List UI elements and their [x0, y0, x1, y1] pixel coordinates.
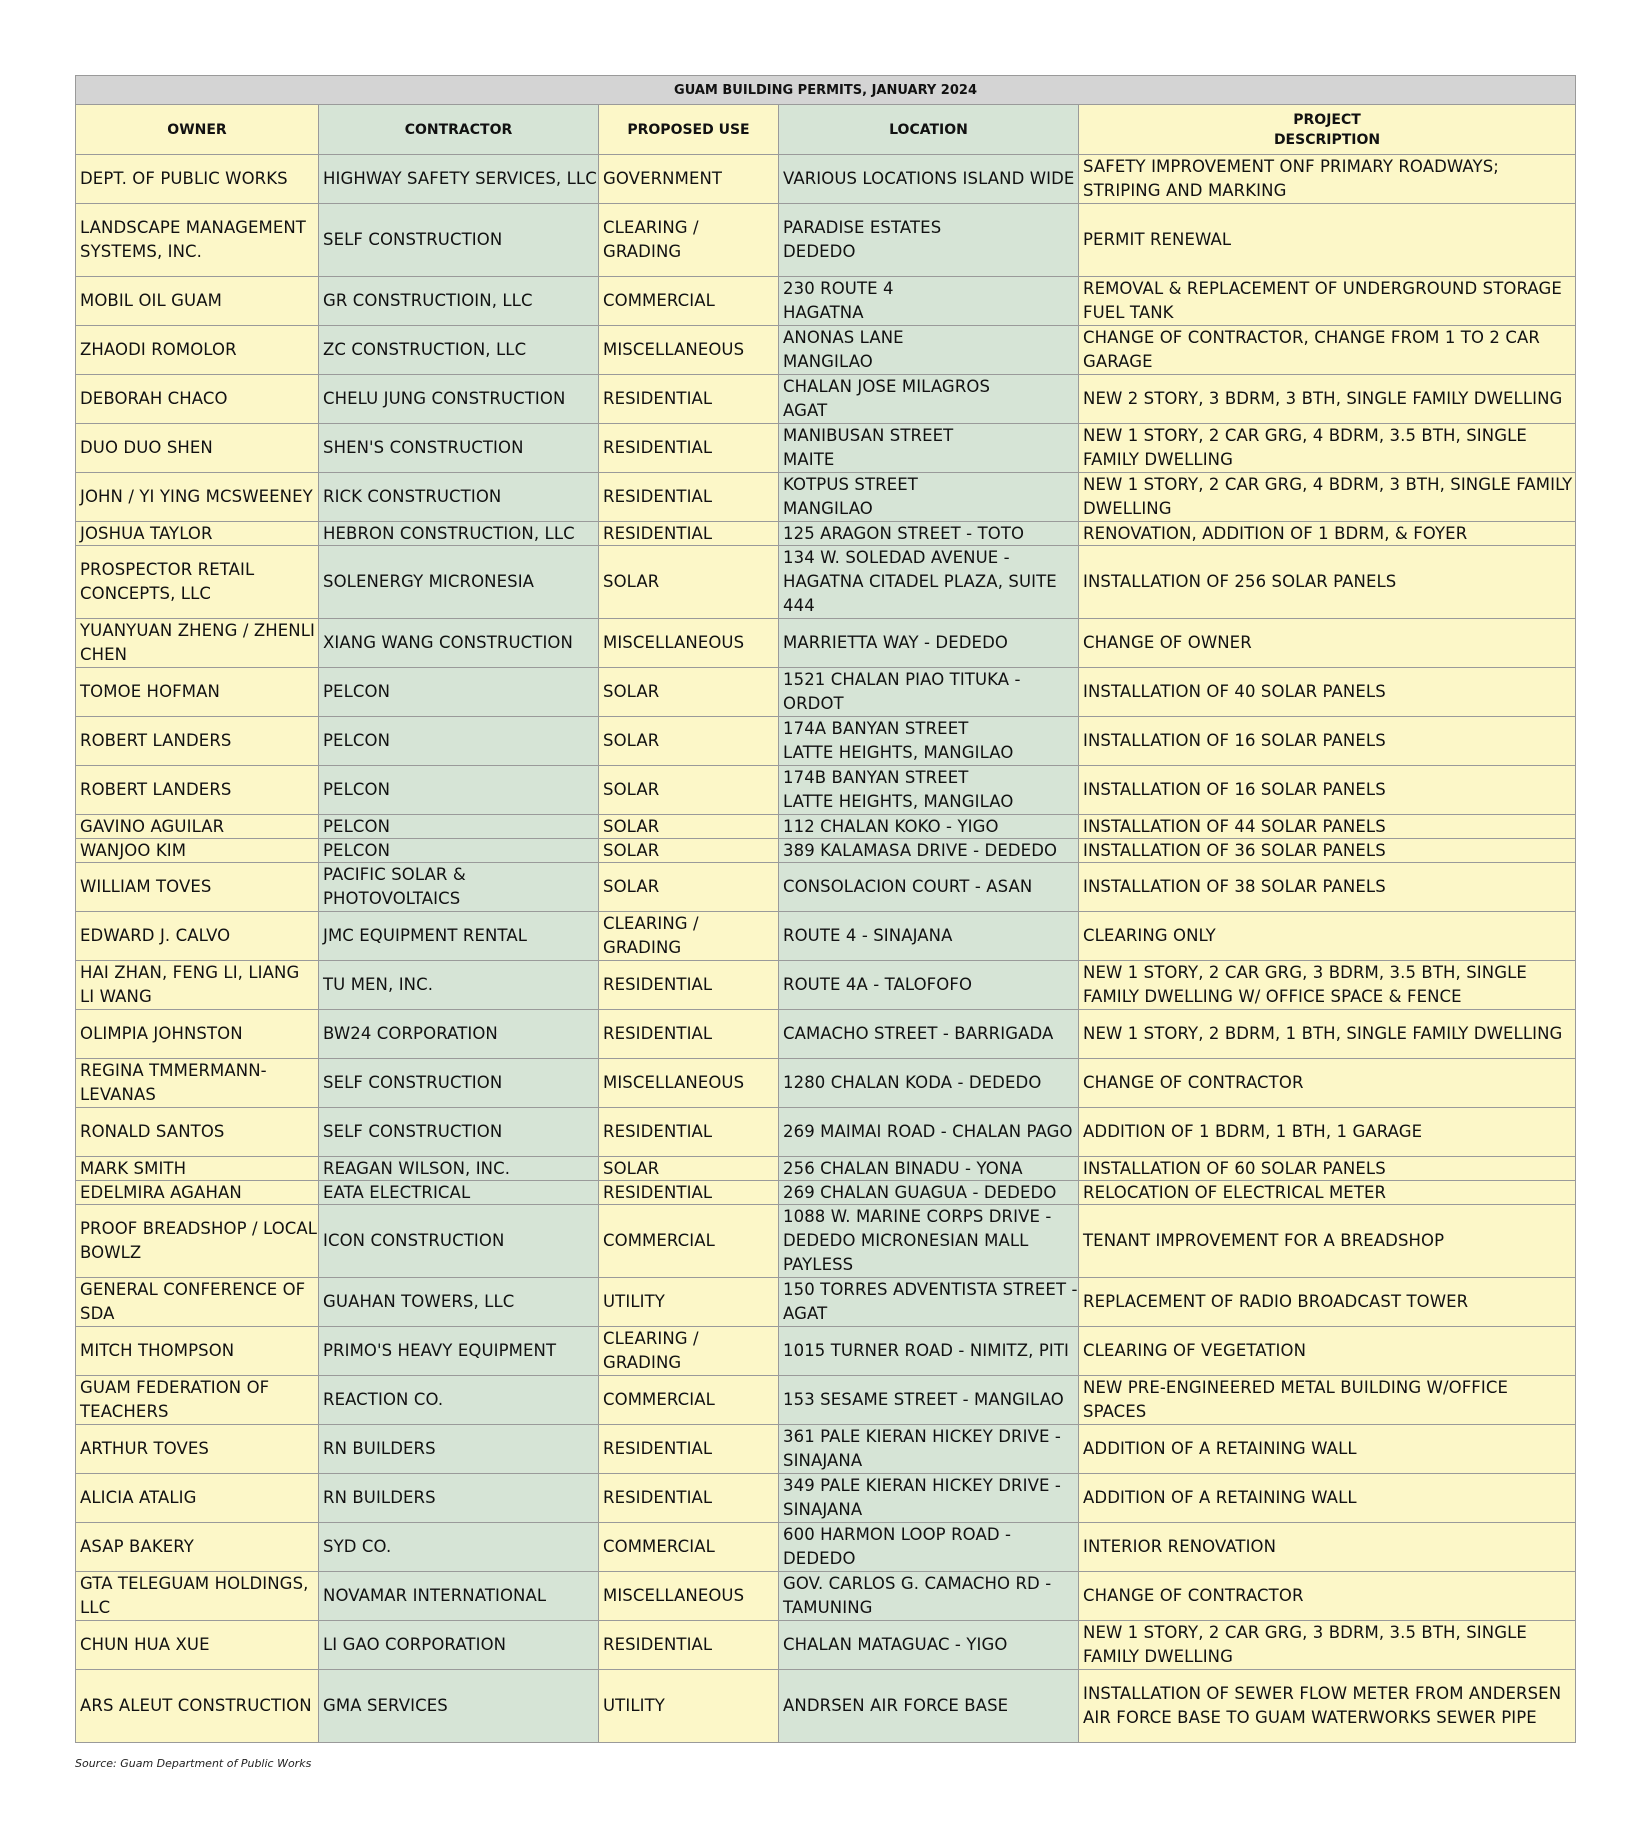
- cell-location: VARIOUS LOCATIONS ISLAND WIDE: [779, 155, 1079, 204]
- cell-contractor: SELF CONSTRUCTION: [319, 1059, 599, 1108]
- cell-proposed-use: GOVERNMENT: [599, 155, 779, 204]
- table-row: [76, 522, 1576, 546]
- cell-contractor: RICK CONSTRUCTION: [319, 473, 599, 522]
- cell-location: 125 ARAGON STREET - TOTO: [779, 522, 1079, 546]
- table-row: [76, 961, 1576, 1010]
- cell-proposed-use: MISCELLANEOUS: [599, 326, 779, 375]
- cell-project-description: INSTALLATION OF 38 SOLAR PANELS: [1079, 863, 1576, 912]
- cell-owner: ROBERT LANDERS: [76, 766, 319, 815]
- table-row: [76, 1670, 1576, 1743]
- cell-contractor: GMA SERVICES: [319, 1670, 599, 1743]
- cell-location: 153 SESAME STREET - MANGILAO: [779, 1376, 1079, 1425]
- cell-owner: YUANYUAN ZHENG / ZHENLI CHEN: [76, 619, 319, 668]
- cell-contractor: EATA ELECTRICAL: [319, 1181, 599, 1205]
- cell-project-description: SAFETY IMPROVEMENT ONF PRIMARY ROADWAYS; STRIPING AND MARKING: [1079, 155, 1576, 204]
- cell-contractor: HIGHWAY SAFETY SERVICES, LLC: [319, 155, 599, 204]
- header-contractor: CONTRACTOR: [319, 105, 599, 155]
- cell-proposed-use: MISCELLANEOUS: [599, 619, 779, 668]
- cell-contractor: HEBRON CONSTRUCTION, LLC: [319, 522, 599, 546]
- table-title-row: [76, 76, 1576, 105]
- table-row: [76, 1523, 1576, 1572]
- cell-project-description: INSTALLATION OF 16 SOLAR PANELS: [1079, 717, 1576, 766]
- cell-project-description: ADDITION OF A RETAINING WALL: [1079, 1425, 1576, 1474]
- cell-location: 1521 CHALAN PIAO TITUKA - ORDOT: [779, 668, 1079, 717]
- table-row: [76, 766, 1576, 815]
- cell-contractor: XIANG WANG CONSTRUCTION: [319, 619, 599, 668]
- cell-proposed-use: RESIDENTIAL: [599, 961, 779, 1010]
- cell-project-description: INSTALLATION OF SEWER FLOW METER FROM ANDERSEN AIR FORCE BASE TO GUAM WATERWORKS SEWER PIPE: [1079, 1670, 1576, 1743]
- cell-owner: MOBIL OIL GUAM: [76, 277, 319, 326]
- cell-location: PARADISE ESTATES DEDEDO: [779, 204, 1079, 277]
- table-row: [76, 375, 1576, 424]
- cell-project-description: INSTALLATION OF 44 SOLAR PANELS: [1079, 815, 1576, 839]
- source-note: Source: Guam Department of Public Works: [75, 1757, 312, 1770]
- cell-project-description: CHANGE OF CONTRACTOR: [1079, 1059, 1576, 1108]
- cell-location: 230 ROUTE 4 HAGATNA: [779, 277, 1079, 326]
- cell-location: CHALAN JOSE MILAGROS AGAT: [779, 375, 1079, 424]
- table-row: [76, 1157, 1576, 1181]
- cell-location: GOV. CARLOS G. CAMACHO RD - TAMUNING: [779, 1572, 1079, 1621]
- cell-owner: PROOF BREADSHOP / LOCAL BOWLZ: [76, 1205, 319, 1278]
- table-row: [76, 1572, 1576, 1621]
- cell-location: MARRIETTA WAY - DEDEDO: [779, 619, 1079, 668]
- cell-location: 1015 TURNER ROAD - NIMITZ, PITI: [779, 1327, 1079, 1376]
- cell-owner: WILLIAM TOVES: [76, 863, 319, 912]
- table-row: [76, 546, 1576, 619]
- cell-project-description: RENOVATION, ADDITION OF 1 BDRM, & FOYER: [1079, 522, 1576, 546]
- table-header-row: [76, 105, 1576, 155]
- cell-proposed-use: COMMERCIAL: [599, 1523, 779, 1572]
- cell-project-description: INTERIOR RENOVATION: [1079, 1523, 1576, 1572]
- cell-contractor: PELCON: [319, 839, 599, 863]
- cell-contractor: PELCON: [319, 717, 599, 766]
- cell-project-description: CLEARING ONLY: [1079, 912, 1576, 961]
- cell-contractor: CHELU JUNG CONSTRUCTION: [319, 375, 599, 424]
- table-row: [76, 668, 1576, 717]
- cell-proposed-use: MISCELLANEOUS: [599, 1572, 779, 1621]
- cell-proposed-use: SOLAR: [599, 815, 779, 839]
- cell-contractor: GUAHAN TOWERS, LLC: [319, 1278, 599, 1327]
- permits-table-container: [75, 75, 1575, 1743]
- table-title: GUAM BUILDING PERMITS, JANUARY 2024: [76, 76, 1576, 105]
- cell-proposed-use: SOLAR: [599, 863, 779, 912]
- cell-proposed-use: SOLAR: [599, 546, 779, 619]
- cell-contractor: SELF CONSTRUCTION: [319, 204, 599, 277]
- table-row: [76, 863, 1576, 912]
- cell-contractor: ICON CONSTRUCTION: [319, 1205, 599, 1278]
- cell-proposed-use: RESIDENTIAL: [599, 1181, 779, 1205]
- cell-owner: ASAP BAKERY: [76, 1523, 319, 1572]
- table-row: [76, 1108, 1576, 1157]
- table-row: [76, 155, 1576, 204]
- table-row: [76, 1621, 1576, 1670]
- cell-project-description: CLEARING OF VEGETATION: [1079, 1327, 1576, 1376]
- cell-owner: ARS ALEUT CONSTRUCTION: [76, 1670, 319, 1743]
- cell-owner: RONALD SANTOS: [76, 1108, 319, 1157]
- cell-proposed-use: SOLAR: [599, 1157, 779, 1181]
- cell-location: 1280 CHALAN KODA - DEDEDO: [779, 1059, 1079, 1108]
- cell-owner: EDELMIRA AGAHAN: [76, 1181, 319, 1205]
- cell-location: CONSOLACION COURT - ASAN: [779, 863, 1079, 912]
- cell-contractor: PELCON: [319, 766, 599, 815]
- table-row: [76, 277, 1576, 326]
- cell-location: 174B BANYAN STREET LATTE HEIGHTS, MANGILAO: [779, 766, 1079, 815]
- table-row: [76, 1010, 1576, 1059]
- cell-project-description: CHANGE OF CONTRACTOR, CHANGE FROM 1 TO 2 CAR GARAGE: [1079, 326, 1576, 375]
- table-row: [76, 912, 1576, 961]
- table-row: [76, 815, 1576, 839]
- cell-owner: ARTHUR TOVES: [76, 1425, 319, 1474]
- cell-project-description: INSTALLATION OF 16 SOLAR PANELS: [1079, 766, 1576, 815]
- cell-proposed-use: SOLAR: [599, 839, 779, 863]
- cell-contractor: JMC EQUIPMENT RENTAL: [319, 912, 599, 961]
- cell-proposed-use: RESIDENTIAL: [599, 1425, 779, 1474]
- permits-table: [75, 75, 1576, 1743]
- cell-owner: JOHN / YI YING MCSWEENEY: [76, 473, 319, 522]
- cell-location: 256 CHALAN BINADU - YONA: [779, 1157, 1079, 1181]
- cell-project-description: REPLACEMENT OF RADIO BROADCAST TOWER: [1079, 1278, 1576, 1327]
- cell-project-description: NEW PRE-ENGINEERED METAL BUILDING W/OFFICE SPACES: [1079, 1376, 1576, 1425]
- cell-location: 361 PALE KIERAN HICKEY DRIVE - SINAJANA: [779, 1425, 1079, 1474]
- cell-contractor: RN BUILDERS: [319, 1425, 599, 1474]
- cell-owner: EDWARD J. CALVO: [76, 912, 319, 961]
- cell-contractor: TU MEN, INC.: [319, 961, 599, 1010]
- table-row: [76, 473, 1576, 522]
- cell-contractor: ZC CONSTRUCTION, LLC: [319, 326, 599, 375]
- cell-owner: GAVINO AGUILAR: [76, 815, 319, 839]
- cell-location: CAMACHO STREET - BARRIGADA: [779, 1010, 1079, 1059]
- cell-location: KOTPUS STREET MANGILAO: [779, 473, 1079, 522]
- cell-proposed-use: MISCELLANEOUS: [599, 1059, 779, 1108]
- cell-contractor: PELCON: [319, 668, 599, 717]
- cell-proposed-use: SOLAR: [599, 766, 779, 815]
- cell-owner: WANJOO KIM: [76, 839, 319, 863]
- cell-location: 112 CHALAN KOKO - YIGO: [779, 815, 1079, 839]
- table-row: [76, 1425, 1576, 1474]
- cell-location: CHALAN MATAGUAC - YIGO: [779, 1621, 1079, 1670]
- cell-project-description: NEW 1 STORY, 2 BDRM, 1 BTH, SINGLE FAMILY DWELLING: [1079, 1010, 1576, 1059]
- cell-project-description: ADDITION OF 1 BDRM, 1 BTH, 1 GARAGE: [1079, 1108, 1576, 1157]
- table-row: [76, 1278, 1576, 1327]
- cell-contractor: REACTION CO.: [319, 1376, 599, 1425]
- table-row: [76, 1327, 1576, 1376]
- cell-owner: HAI ZHAN, FENG LI, LIANG LI WANG: [76, 961, 319, 1010]
- cell-project-description: NEW 1 STORY, 2 CAR GRG, 4 BDRM, 3.5 BTH, SINGLE FAMILY DWELLING: [1079, 424, 1576, 473]
- cell-proposed-use: COMMERCIAL: [599, 277, 779, 326]
- cell-owner: DEBORAH CHACO: [76, 375, 319, 424]
- cell-location: 600 HARMON LOOP ROAD - DEDEDO: [779, 1523, 1079, 1572]
- cell-project-description: NEW 2 STORY, 3 BDRM, 3 BTH, SINGLE FAMILY DWELLING: [1079, 375, 1576, 424]
- cell-location: 1088 W. MARINE CORPS DRIVE - DEDEDO MICRONESIAN MALL PAYLESS: [779, 1205, 1079, 1278]
- table-row: [76, 1376, 1576, 1425]
- cell-location: ROUTE 4A - TALOFOFO: [779, 961, 1079, 1010]
- cell-proposed-use: SOLAR: [599, 668, 779, 717]
- cell-contractor: LI GAO CORPORATION: [319, 1621, 599, 1670]
- table-row: [76, 204, 1576, 277]
- cell-contractor: RN BUILDERS: [319, 1474, 599, 1523]
- cell-owner: OLIMPIA JOHNSTON: [76, 1010, 319, 1059]
- cell-project-description: CHANGE OF CONTRACTOR: [1079, 1572, 1576, 1621]
- cell-owner: TOMOE HOFMAN: [76, 668, 319, 717]
- cell-location: ANDRSEN AIR FORCE BASE: [779, 1670, 1079, 1743]
- cell-location: MANIBUSAN STREET MAITE: [779, 424, 1079, 473]
- cell-proposed-use: CLEARING / GRADING: [599, 912, 779, 961]
- cell-owner: DUO DUO SHEN: [76, 424, 319, 473]
- header-proposed-use: PROPOSED USE: [599, 105, 779, 155]
- cell-owner: JOSHUA TAYLOR: [76, 522, 319, 546]
- cell-owner: DEPT. OF PUBLIC WORKS: [76, 155, 319, 204]
- cell-contractor: NOVAMAR INTERNATIONAL: [319, 1572, 599, 1621]
- table-row: [76, 1205, 1576, 1278]
- cell-location: ROUTE 4 - SINAJANA: [779, 912, 1079, 961]
- cell-owner: GTA TELEGUAM HOLDINGS, LLC: [76, 1572, 319, 1621]
- cell-proposed-use: RESIDENTIAL: [599, 1474, 779, 1523]
- cell-location: 389 KALAMASA DRIVE - DEDEDO: [779, 839, 1079, 863]
- cell-project-description: INSTALLATION OF 256 SOLAR PANELS: [1079, 546, 1576, 619]
- header-location: LOCATION: [779, 105, 1079, 155]
- table-row: [76, 1181, 1576, 1205]
- cell-project-description: PERMIT RENEWAL: [1079, 204, 1576, 277]
- cell-proposed-use: COMMERCIAL: [599, 1376, 779, 1425]
- cell-proposed-use: RESIDENTIAL: [599, 1108, 779, 1157]
- cell-project-description: ADDITION OF A RETAINING WALL: [1079, 1474, 1576, 1523]
- cell-contractor: PACIFIC SOLAR & PHOTOVOLTAICS: [319, 863, 599, 912]
- cell-contractor: PRIMO'S HEAVY EQUIPMENT: [319, 1327, 599, 1376]
- cell-project-description: TENANT IMPROVEMENT FOR A BREADSHOP: [1079, 1205, 1576, 1278]
- cell-project-description: NEW 1 STORY, 2 CAR GRG, 4 BDRM, 3 BTH, SINGLE FAMILY DWELLING: [1079, 473, 1576, 522]
- cell-contractor: SHEN'S CONSTRUCTION: [319, 424, 599, 473]
- cell-contractor: PELCON: [319, 815, 599, 839]
- table-row: [76, 326, 1576, 375]
- cell-project-description: NEW 1 STORY, 2 CAR GRG, 3 BDRM, 3.5 BTH, SINGLE FAMILY DWELLING W/ OFFICE SPACE & FENCE: [1079, 961, 1576, 1010]
- cell-project-description: INSTALLATION OF 60 SOLAR PANELS: [1079, 1157, 1576, 1181]
- cell-owner: GENERAL CONFERENCE OF SDA: [76, 1278, 319, 1327]
- cell-contractor: GR CONSTRUCTIOIN, LLC: [319, 277, 599, 326]
- cell-proposed-use: RESIDENTIAL: [599, 522, 779, 546]
- table-row: [76, 619, 1576, 668]
- table-body: [76, 155, 1576, 1743]
- cell-project-description: NEW 1 STORY, 2 CAR GRG, 3 BDRM, 3.5 BTH, SINGLE FAMILY DWELLING: [1079, 1621, 1576, 1670]
- cell-project-description: REMOVAL & REPLACEMENT OF UNDERGROUND STORAGE FUEL TANK: [1079, 277, 1576, 326]
- cell-owner: GUAM FEDERATION OF TEACHERS: [76, 1376, 319, 1425]
- cell-project-description: INSTALLATION OF 36 SOLAR PANELS: [1079, 839, 1576, 863]
- cell-location: ANONAS LANE MANGILAO: [779, 326, 1079, 375]
- cell-owner: PROSPECTOR RETAIL CONCEPTS, LLC: [76, 546, 319, 619]
- cell-proposed-use: RESIDENTIAL: [599, 375, 779, 424]
- cell-location: 174A BANYAN STREET LATTE HEIGHTS, MANGILAO: [779, 717, 1079, 766]
- cell-location: 269 CHALAN GUAGUA - DEDEDO: [779, 1181, 1079, 1205]
- cell-proposed-use: RESIDENTIAL: [599, 473, 779, 522]
- table-row: [76, 1474, 1576, 1523]
- cell-location: 269 MAIMAI ROAD - CHALAN PAGO: [779, 1108, 1079, 1157]
- cell-owner: REGINA TMMERMANN-LEVANAS: [76, 1059, 319, 1108]
- cell-owner: ZHAODI ROMOLOR: [76, 326, 319, 375]
- cell-owner: LANDSCAPE MANAGEMENT SYSTEMS, INC.: [76, 204, 319, 277]
- cell-proposed-use: RESIDENTIAL: [599, 1621, 779, 1670]
- header-project-description: PROJECT DESCRIPTION: [1079, 105, 1576, 155]
- cell-proposed-use: CLEARING / GRADING: [599, 1327, 779, 1376]
- cell-location: 349 PALE KIERAN HICKEY DRIVE - SINAJANA: [779, 1474, 1079, 1523]
- cell-owner: MARK SMITH: [76, 1157, 319, 1181]
- cell-proposed-use: RESIDENTIAL: [599, 1010, 779, 1059]
- table-row: [76, 717, 1576, 766]
- table-row: [76, 424, 1576, 473]
- cell-location: 150 TORRES ADVENTISTA STREET - AGAT: [779, 1278, 1079, 1327]
- cell-proposed-use: UTILITY: [599, 1670, 779, 1743]
- cell-location: 134 W. SOLEDAD AVENUE - HAGATNA CITADEL PLAZA, SUITE 444: [779, 546, 1079, 619]
- table-row: [76, 839, 1576, 863]
- cell-owner: ROBERT LANDERS: [76, 717, 319, 766]
- cell-contractor: REAGAN WILSON, INC.: [319, 1157, 599, 1181]
- cell-proposed-use: RESIDENTIAL: [599, 424, 779, 473]
- table-row: [76, 1059, 1576, 1108]
- cell-contractor: SOLENERGY MICRONESIA: [319, 546, 599, 619]
- cell-project-description: INSTALLATION OF 40 SOLAR PANELS: [1079, 668, 1576, 717]
- cell-owner: MITCH THOMPSON: [76, 1327, 319, 1376]
- header-owner: OWNER: [76, 105, 319, 155]
- cell-project-description: CHANGE OF OWNER: [1079, 619, 1576, 668]
- cell-proposed-use: UTILITY: [599, 1278, 779, 1327]
- cell-proposed-use: SOLAR: [599, 717, 779, 766]
- cell-proposed-use: COMMERCIAL: [599, 1205, 779, 1278]
- cell-proposed-use: CLEARING / GRADING: [599, 204, 779, 277]
- cell-contractor: SYD CO.: [319, 1523, 599, 1572]
- cell-owner: CHUN HUA XUE: [76, 1621, 319, 1670]
- cell-project-description: RELOCATION OF ELECTRICAL METER: [1079, 1181, 1576, 1205]
- cell-contractor: SELF CONSTRUCTION: [319, 1108, 599, 1157]
- cell-contractor: BW24 CORPORATION: [319, 1010, 599, 1059]
- cell-owner: ALICIA ATALIG: [76, 1474, 319, 1523]
